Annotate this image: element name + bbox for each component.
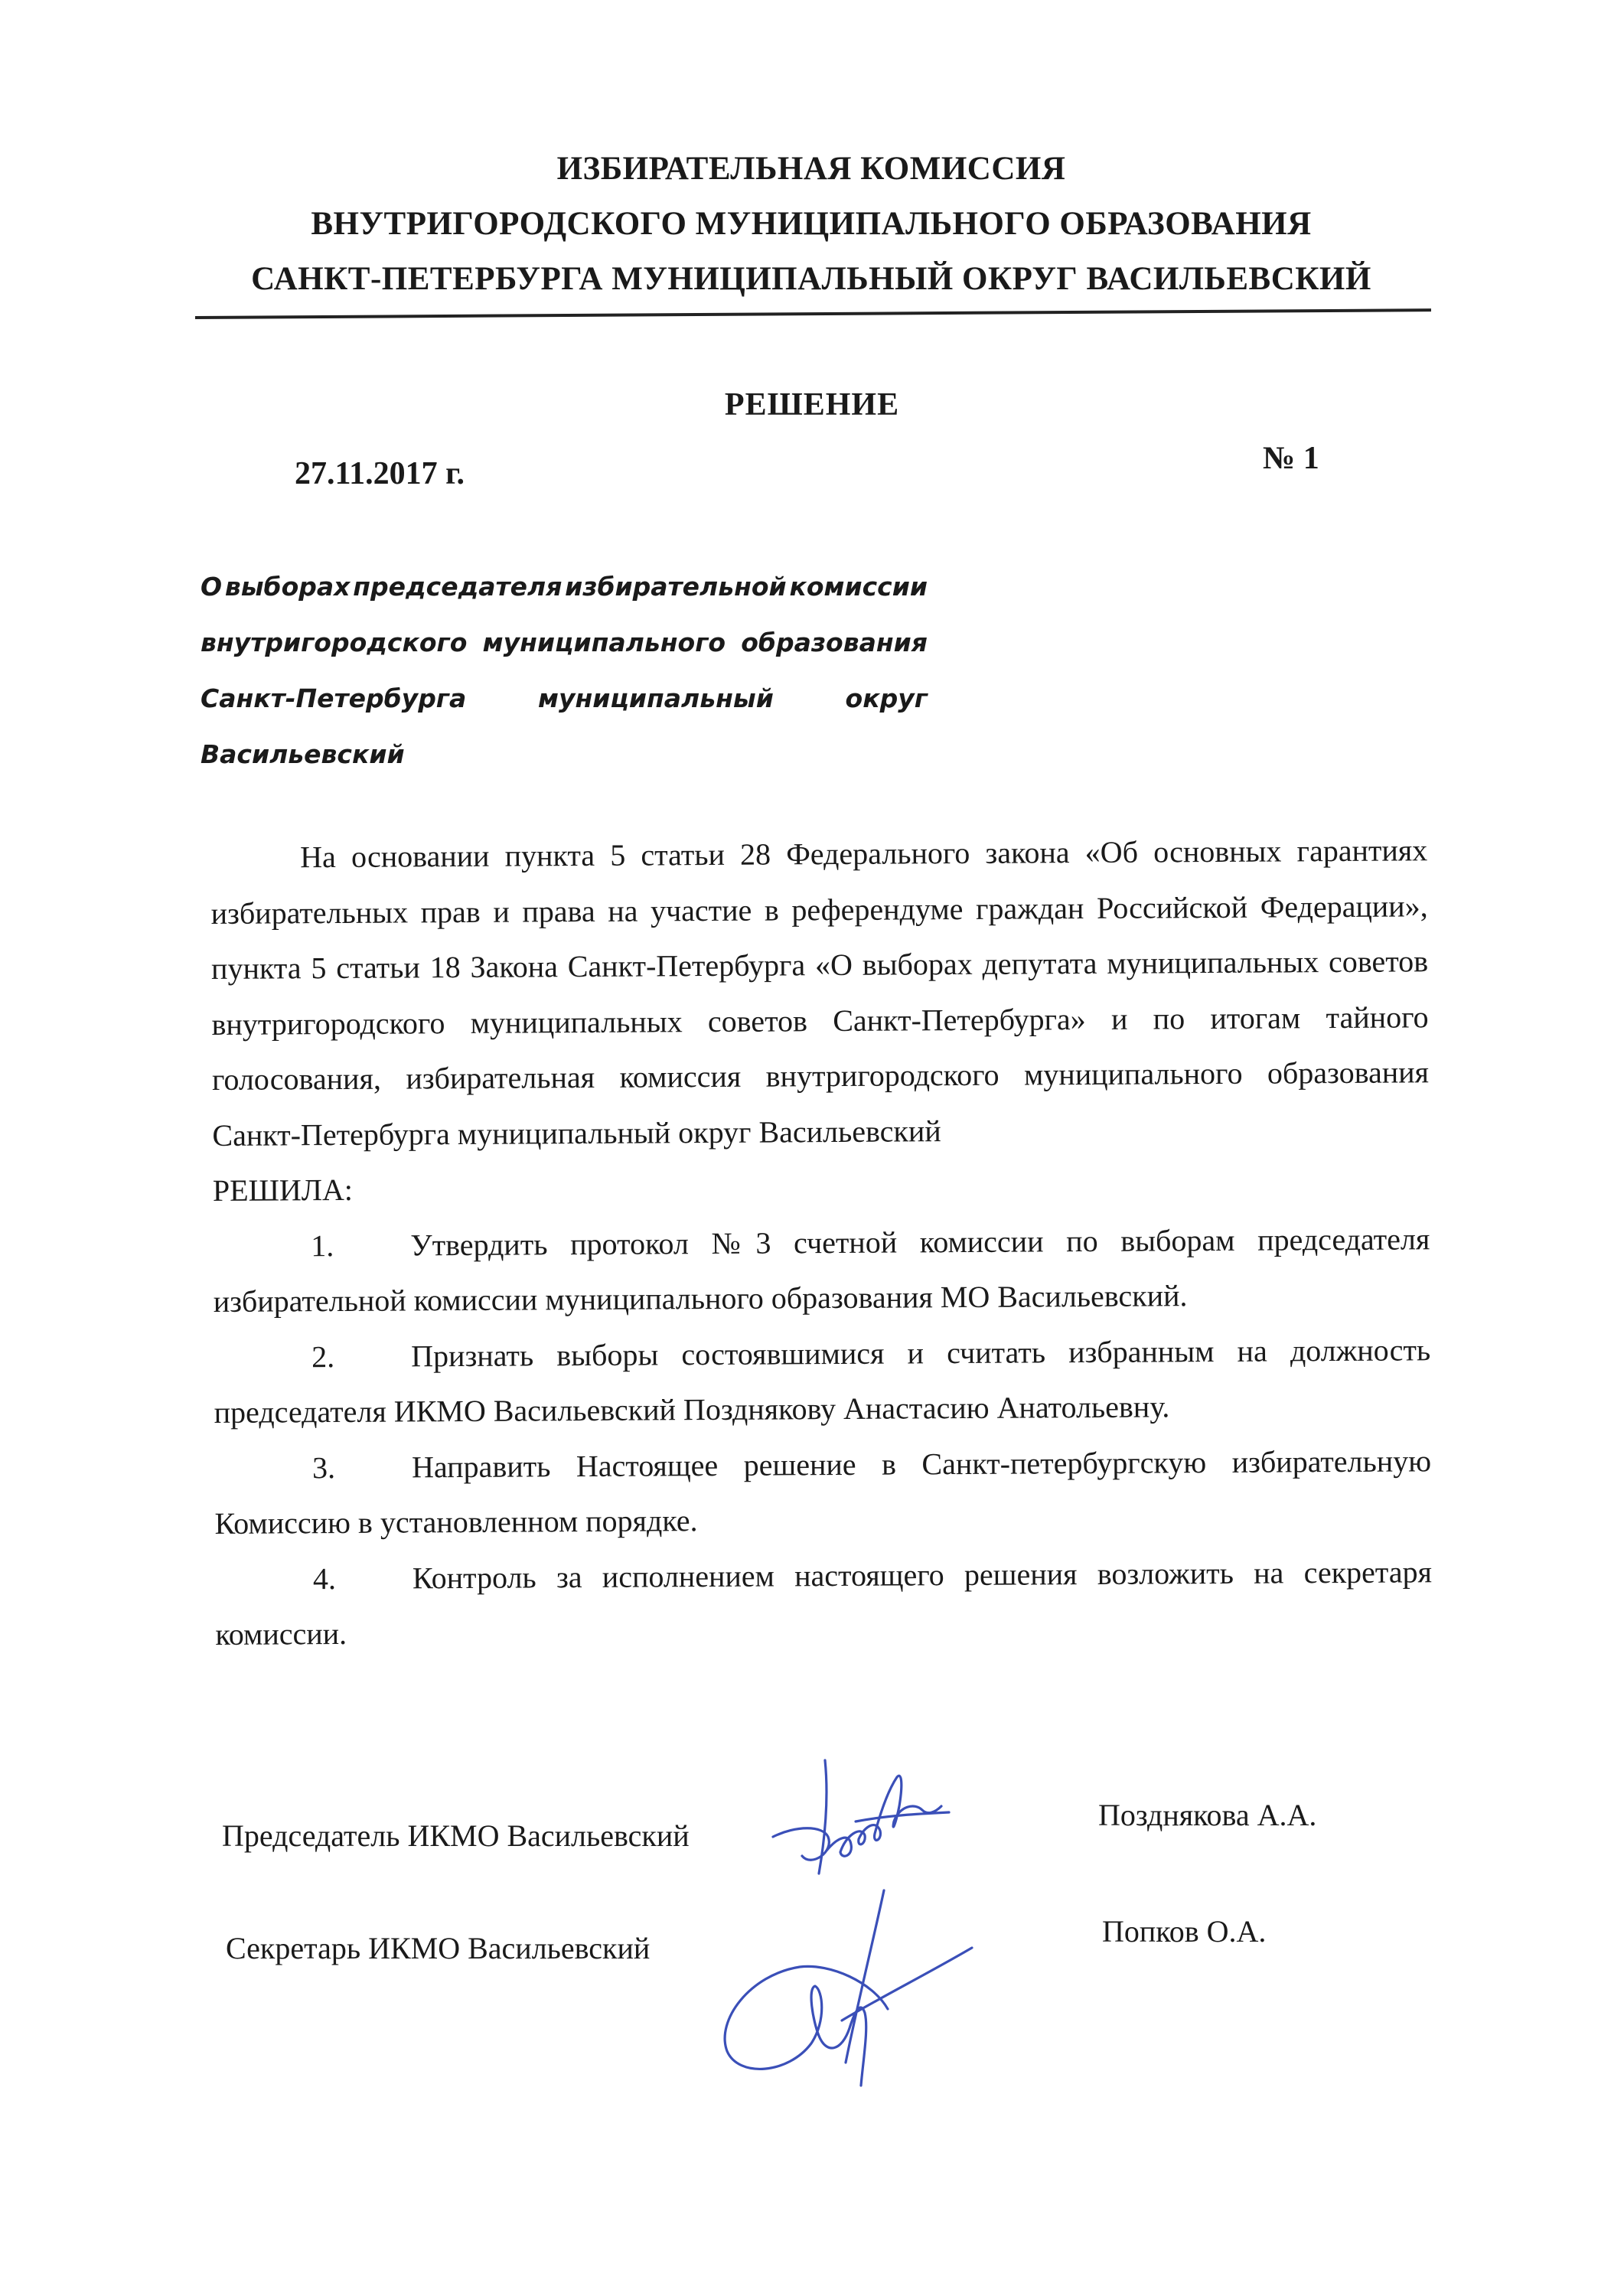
chair-name: Позднякова А.А. xyxy=(1098,1798,1317,1832)
document-number: № 1 xyxy=(1263,441,1319,476)
subject-word: Санкт-Петербурга xyxy=(201,683,467,713)
document-title: РЕШЕНИЕ xyxy=(724,387,900,422)
subject-word: О xyxy=(201,572,223,602)
preamble-paragraph: На основании пункта 5 статьи 28 Федерального закона «Об основных гарантиях избирательных прав и права на участие в референдуме граждан Российской Федерации», пункта 5 статьи 18 Закона Санкт-Петербурга «О выборах депутата муниципальных советов внутригородского муниципальных советов Санкт-Петербурга» и по итогам тайного голосования, избирательная комиссия внутригородского муниципального образования Санкт-Петербурга муниципальный округ Васильевский xyxy=(210,833,1430,1153)
item-number: 1. xyxy=(311,1228,334,1263)
item-text: Направить Настоящее решение в Санкт-петербургскую избирательную Комиссию в установленном порядке. xyxy=(214,1443,1432,1541)
item-number: 3. xyxy=(311,1450,336,1485)
chair-signature xyxy=(773,1760,941,1874)
header-line-1: ИЗБИРАТЕЛЬНАЯ КОМИССИЯ xyxy=(556,151,1066,187)
item-text: Утвердить протокол №3 счетной комиссии по выборам председателя избирательной комиссии муниципального образования МО Васильевский. xyxy=(213,1221,1430,1319)
subject-word: муниципального xyxy=(482,628,726,657)
item-number: 4. xyxy=(312,1561,337,1596)
item-number: 2. xyxy=(311,1339,335,1374)
secretary-signature xyxy=(725,1890,972,2086)
subject-word: Васильевский xyxy=(201,739,405,769)
subject-word: избирательной xyxy=(565,572,787,602)
subject-word: внутригородского xyxy=(201,628,468,657)
secretary-role: Секретарь ИКМО Васильевский xyxy=(226,1931,651,1965)
document-date: 27.11.2017 г. xyxy=(295,456,465,491)
item-text: Признать выборы состоявшимися и считать избранным на должность председателя ИКМО Васильевский Позднякову Анастасию Анатольевну. xyxy=(214,1332,1431,1430)
subject-word: выборах xyxy=(224,572,351,602)
chair-signature-tail xyxy=(856,1812,949,1821)
item-text: Контроль за исполнением настоящего решения возложить на секретаря комиссии. xyxy=(215,1554,1433,1652)
subject-word: муниципальный xyxy=(538,683,774,713)
subject-word: председателя xyxy=(353,572,563,602)
secretary-name: Попков О.А. xyxy=(1102,1914,1267,1949)
header-line-3: САНКТ-ПЕТЕРБУРГА МУНИЦИПАЛЬНЫЙ ОКРУГ ВАСИЛЬЕВСКИЙ xyxy=(251,261,1371,297)
subject-word: образования xyxy=(741,628,928,657)
header-line-2: ВНУТРИГОРОДСКОГО МУНИЦИПАЛЬНОГО ОБРАЗОВАНИЯ xyxy=(311,206,1312,242)
resolved-heading: РЕШИЛА: xyxy=(212,1172,354,1208)
subject-word: округ xyxy=(845,683,928,713)
chair-role: Председатель ИКМО Васильевский xyxy=(222,1818,690,1853)
subject-word: комиссии xyxy=(789,572,928,602)
